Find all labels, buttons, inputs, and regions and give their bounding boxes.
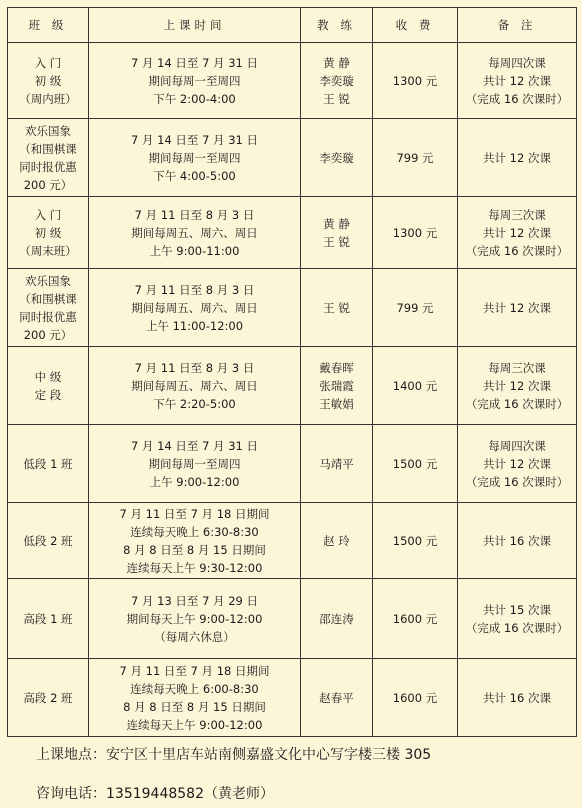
class-cell-line: 欢乐国象 [25,273,71,288]
time-cell [89,269,301,347]
note-cell-line: （完成 16 次课时） [465,91,569,106]
coach-cell [301,119,373,197]
coach-cell [301,425,373,503]
coach-cell [301,43,373,119]
time-cell-line: 期间每周一至周四 [148,73,241,88]
class-cell [8,659,89,737]
coach-cell-line: 黄 静 [323,216,350,231]
note-cell-line: 每周四次课 [488,438,546,453]
note-cell-line: 共计 16 次课 [483,690,551,705]
time-cell-line: 上午 11:00-12:00 [145,318,244,333]
fee-cell: 1400 元 [373,347,458,425]
class-cell-line: 入 门 [34,55,62,70]
time-cell [89,579,301,659]
table-row [8,43,577,119]
address-text: 上课地点：安宁区十里店车站南侧嘉盛文化中心写字楼三楼 305 [36,747,432,763]
table-row [8,269,577,347]
time-cell-line: 8 月 8 日至 8 月 15 日期间 [123,699,266,714]
time-cell [89,503,301,579]
note-cell-line: （完成 16 次课时） [465,396,569,411]
fee-cell: 799 元 [373,269,458,347]
class-cell-line: 中 级 [34,369,62,384]
coach-cell-line: 赵 玲 [323,533,350,548]
time-cell [89,197,301,269]
coach-cell-line: 王 锐 [323,300,350,315]
class-cell [8,197,89,269]
class-cell-line: 低段 1 班 [23,456,73,471]
time-cell [89,347,301,425]
coach-cell [301,503,373,579]
table-row [8,347,577,425]
coach-cell-line: 戴春晖 [319,360,354,375]
note-cell [458,43,577,119]
note-cell-line: 每周三次课 [488,360,546,375]
coach-cell-line: 王敏娟 [319,396,354,411]
class-cell [8,269,89,347]
note-cell [458,425,577,503]
time-cell-line: （每周六休息） [154,629,235,644]
class-cell-line: 初 级 [34,225,62,240]
time-cell-line: 期间每周五、周六、周日 [131,225,258,240]
time-cell-line: 期间每周五、周六、周日 [131,378,258,393]
time-cell-line: 7 月 11 日至 8 月 3 日 [134,360,255,375]
note-cell [458,503,577,579]
note-cell-line: （完成 16 次课时） [465,474,569,489]
class-cell-line: 欢乐国象 [25,123,71,138]
time-cell-line: 连续每天晚上 6:00-8:30 [130,681,259,696]
coach-cell [301,269,373,347]
coach-cell [301,659,373,737]
time-cell-line: 7 月 11 日至 8 月 3 日 [134,207,255,222]
table-row [8,197,577,269]
time-cell-line: 下午 2:20-5:00 [153,396,236,411]
note-cell-line: 共计 12 次课 [483,300,551,315]
coach-cell-line: 张瑞霞 [319,378,354,393]
class-cell-line: （和围棋课 [19,291,77,306]
note-cell-line: 每周四次课 [488,55,546,70]
table-row [8,503,577,579]
coach-cell-line: 王 锐 [323,234,350,249]
note-cell [458,119,577,197]
class-cell [8,425,89,503]
class-cell-line: 200 元） [23,177,73,192]
fee-cell: 1500 元 [373,425,458,503]
coach-cell [301,347,373,425]
time-cell-line: 下午 4:00-5:00 [153,168,236,183]
note-cell-line: 共计 16 次课 [483,533,551,548]
note-cell [458,197,577,269]
coach-cell-line: 李奕璇 [319,150,354,165]
schedule-table [7,7,577,737]
note-cell-line: （完成 16 次课时） [465,243,569,258]
table-row [8,425,577,503]
fee-cell: 1300 元 [373,197,458,269]
note-cell-line: 每周三次课 [488,207,546,222]
class-cell [8,579,89,659]
time-cell-line: 下午 2:00-4:00 [153,91,236,106]
time-cell-line: 7 月 11 日至 7 月 18 日期间 [119,506,270,521]
coach-cell-line: 黄 静 [323,55,350,70]
time-cell-line: 7 月 11 日至 7 月 18 日期间 [119,663,270,678]
note-cell-line: 共计 12 次课 [483,150,551,165]
class-cell-line: 同时报优惠 [19,309,77,324]
time-cell-line: 期间每周一至周四 [148,150,241,165]
time-cell-line: 8 月 8 日至 8 月 15 日期间 [123,542,266,557]
fee-cell: 799 元 [373,119,458,197]
coach-cell-line: 邵连涛 [319,611,354,626]
coach-cell-line: 王 锐 [323,91,350,106]
coach-cell-line: 马靖平 [319,456,354,471]
time-cell [89,425,301,503]
time-cell-line: 期间每天上午 9:00-12:00 [126,611,263,626]
class-cell-line: （周内班） [19,91,77,106]
class-cell [8,347,89,425]
time-cell [89,659,301,737]
class-cell-line: 入 门 [34,207,62,222]
time-cell-line: 7 月 13 日至 7 月 29 日 [131,593,258,608]
time-cell-line: 连续每天上午 9:00-12:00 [126,717,263,732]
time-cell-line: 7 月 14 日至 7 月 31 日 [131,55,258,70]
time-cell-line: 7 月 11 日至 8 月 3 日 [134,282,255,297]
class-cell [8,43,89,119]
time-cell-line: 上午 9:00-11:00 [149,243,240,258]
fee-cell: 1500 元 [373,503,458,579]
coach-cell [301,197,373,269]
note-cell-line: 共计 12 次课 [483,73,551,88]
header-note: 备 注 [458,8,577,43]
time-cell-line: 连续每天上午 9:30-12:00 [126,560,263,575]
coach-cell-line: 赵春平 [319,690,354,705]
header-time: 上课时间 [89,8,301,43]
note-cell-line: 共计 12 次课 [483,225,551,240]
class-cell-line: 同时报优惠 [19,159,77,174]
table-row [8,659,577,737]
note-cell-line: （完成 16 次课时） [465,620,569,635]
header-row [8,8,577,43]
fee-cell: 1300 元 [373,43,458,119]
coach-cell [301,579,373,659]
time-cell-line: 7 月 14 日至 7 月 31 日 [131,438,258,453]
class-cell-line: （周末班） [19,243,77,258]
note-cell-line: 共计 15 次课 [483,602,551,617]
fee-cell: 1600 元 [373,579,458,659]
time-cell [89,43,301,119]
note-cell [458,269,577,347]
note-cell-line: 共计 12 次课 [483,456,551,471]
time-cell-line: 7 月 14 日至 7 月 31 日 [131,132,258,147]
class-cell-line: （和围棋课 [19,141,77,156]
class-cell-line: 定 段 [34,387,62,402]
class-cell-line: 高段 1 班 [23,611,73,626]
phone-text: 咨询电话：13519448582（黄老师） [36,786,274,802]
fee-cell: 1600 元 [373,659,458,737]
class-cell [8,119,89,197]
class-cell-line: 低段 2 班 [23,533,73,548]
time-cell-line: 连续每天晚上 6:30-8:30 [130,524,259,539]
time-cell-line: 期间每周一至周四 [148,456,241,471]
table-row [8,579,577,659]
table-row [8,119,577,197]
header-fee: 收 费 [373,8,458,43]
header-class: 班 级 [8,8,89,43]
note-cell-line: 共计 12 次课 [483,378,551,393]
class-cell [8,503,89,579]
note-cell [458,579,577,659]
header-coach: 教 练 [301,8,373,43]
note-cell [458,659,577,737]
note-cell [458,347,577,425]
time-cell-line: 期间每周五、周六、周日 [131,300,258,315]
time-cell [89,119,301,197]
class-cell-line: 初 级 [34,73,62,88]
class-cell-line: 高段 2 班 [23,690,73,705]
coach-cell-line: 李奕璇 [319,73,354,88]
time-cell-line: 上午 9:00-12:00 [149,474,240,489]
class-cell-line: 200 元） [23,327,73,342]
